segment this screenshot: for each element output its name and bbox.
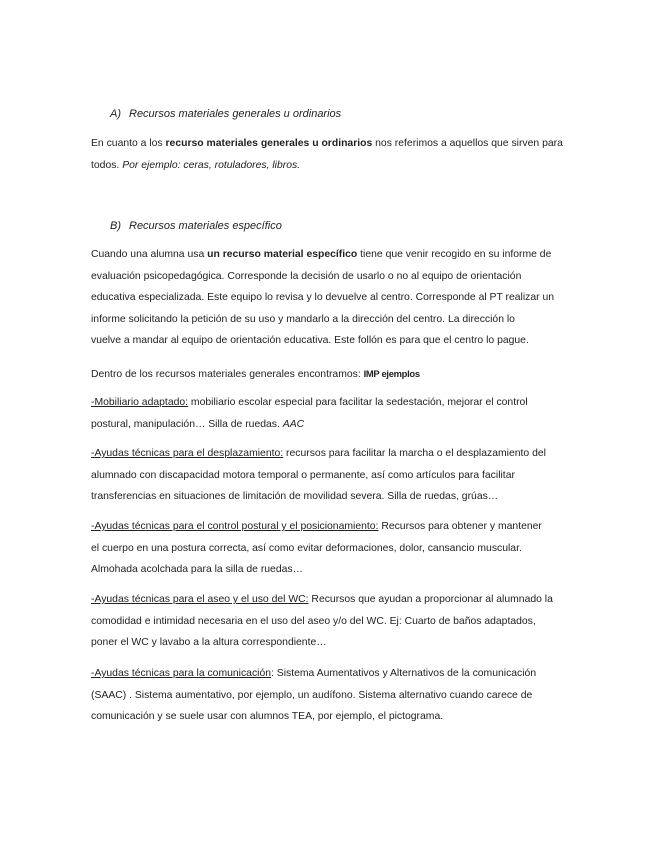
paragraph-line: comunicación y se suele usar con alumnos TEA, por ejemplo, el pictograma. [91, 711, 444, 723]
text-run: mobiliario escolar especial para facilitar la sedestación, mejorar el control [188, 397, 528, 408]
item-label: -Ayudas técnicas para la comunicación [91, 668, 272, 679]
paragraph-line: alumnado con discapacidad motora temporal o permanente, así como artículos para facilitar [91, 469, 515, 481]
italic-note: AAC [282, 418, 305, 430]
paragraph-line: evaluación psicopedagógica. Corresponde la decisión de usarlo o no al equipo de orientación [91, 270, 522, 282]
paragraph-line: Almohada acolchada para la silla de ruedas… [91, 564, 303, 576]
paragraph-line [91, 155, 571, 177]
text-run: postural, manipulación… Silla de ruedas. [91, 418, 283, 430]
list-item-aseo-wc [91, 589, 571, 654]
paragraph-line: educativa especializada. Este equipo lo revisa y lo devuelve al centro. Corresponde al PT realizar un [91, 292, 555, 304]
text-run: tiene que venir recogido en su informe de [357, 249, 552, 260]
item-label: -Mobiliario adaptado: [91, 397, 189, 408]
paragraph-line: comodidad e intimidad necesaria en el uso del aseo y/o del WC. Ej: Cuarto de baños adaptados, [91, 615, 536, 627]
section-b-title: Recursos materiales específico [129, 220, 282, 232]
paragraph-line: vuelve a mandar al equipo de orientación educativa. Este follón es para que el centro lo pague. [91, 335, 529, 347]
section-a-heading [110, 107, 341, 121]
section-a-paragraph [91, 133, 571, 176]
text-run: Recursos para obtener y mantener [378, 521, 542, 532]
section-b-letter: B) [110, 220, 121, 232]
paragraph-line [91, 392, 571, 414]
paragraph-line: poner el WC y lavabo a la altura correspondiente… [91, 637, 327, 649]
list-item-mobiliario [91, 392, 571, 435]
bold-term: un recurso material específico [207, 249, 358, 260]
paragraph-line [91, 414, 571, 436]
paragraph-line: informe solicitando la petición de su uso y mandarlo a la dirección del centro. La dirección lo [91, 313, 515, 325]
section-b-paragraph [91, 244, 571, 352]
list-item-desplazamiento [91, 443, 571, 508]
paragraph-line [91, 443, 571, 465]
section-b-heading [110, 219, 282, 233]
paragraph-line [91, 663, 571, 685]
paragraph-line [91, 363, 571, 385]
text-run: En cuanto a los [91, 138, 166, 149]
paragraph-line [91, 516, 571, 538]
paragraph-line [91, 244, 571, 266]
text-run: Cuando una alumna usa [91, 249, 208, 260]
bold-term: recurso materiales generales u ordinarios [165, 138, 373, 149]
list-item-control-postural [91, 516, 571, 581]
text-run: recursos para facilitar la marcha o el desplazamiento del [283, 448, 546, 459]
paragraph-line: (SAAC) . Sistema aumentativo, por ejemplo, un audífono. Sistema alternativo cuando carece de [91, 689, 533, 701]
paragraph-line [91, 589, 571, 611]
text-run: todos. [91, 159, 123, 171]
bold-note: IMP ejemplos [363, 368, 420, 379]
text-run: nos referimos a aquellos que sirven para [372, 138, 563, 149]
paragraph-line [91, 133, 571, 155]
item-label: -Ayudas técnicas para el control postural y el posicionamiento: [91, 521, 379, 532]
paragraph-line: el cuerpo en una postura correcta, así como evitar deformaciones, dolor, cansancio muscular. [91, 542, 522, 554]
paragraph-line: transferencias en situaciones de limitación de movilidad severa. Silla de ruedas, grúas… [91, 491, 499, 503]
item-label: -Ayudas técnicas para el desplazamiento: [91, 448, 284, 459]
text-run: Dentro de los recursos materiales generales encontramos: [91, 369, 364, 380]
italic-example: Por ejemplo: ceras, rotuladores, libros. [122, 159, 301, 171]
text-run: : Sistema Aumentativos y Alternativos de la comunicación [271, 668, 537, 679]
list-item-comunicacion [91, 663, 571, 728]
intro-list-paragraph [91, 363, 571, 385]
item-label: -Ayudas técnicas para el aseo y el uso del WC: [91, 594, 309, 605]
text-run: Recursos que ayudan a proporcionar al alumnado la [308, 594, 553, 605]
section-a-title: Recursos materiales generales u ordinarios [129, 108, 342, 120]
section-a-letter: A) [110, 108, 121, 120]
